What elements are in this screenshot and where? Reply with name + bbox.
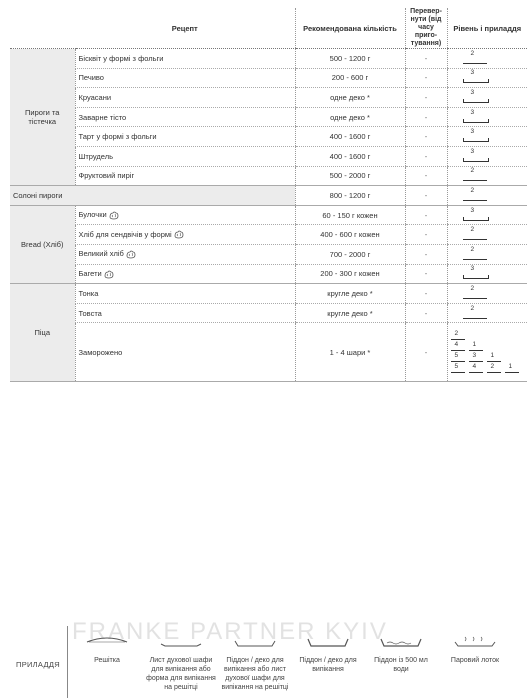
category-label: Піца	[34, 328, 51, 338]
flip-cell: -	[405, 146, 447, 166]
flip-cell: -	[405, 284, 447, 304]
rack-icon	[487, 359, 501, 362]
rack-icon	[487, 370, 501, 373]
level-cell	[447, 166, 527, 186]
quantity-cell: 400 - 1600 г	[295, 146, 405, 166]
shelf-level-number: 5	[454, 362, 459, 370]
shelf-level-indicator	[451, 265, 525, 282]
steam-tray-icon	[440, 634, 510, 650]
recipe-name: Тарт у формі з фольги	[78, 132, 157, 142]
table-row	[10, 205, 527, 225]
flip-cell: -	[405, 244, 447, 264]
shelf-level-number: 1	[490, 351, 495, 359]
shelf-level-number: 1	[508, 362, 513, 370]
recipe-name-cell	[75, 88, 295, 108]
table-row	[10, 107, 527, 127]
shelf-level-number: 2	[490, 362, 495, 370]
recipe-name-cell	[75, 284, 295, 304]
rack-icon	[463, 316, 487, 319]
quantity-cell: 400 - 600 г кожен	[295, 225, 405, 245]
accessory-item	[366, 624, 436, 674]
accessory-caption: Піддон із 500 мл води	[374, 657, 428, 673]
flip-cell: -	[405, 303, 447, 323]
table-row	[10, 186, 527, 206]
shelf-level-number: 5	[454, 351, 459, 359]
level-cell	[447, 68, 527, 88]
shelf-level-indicator	[451, 89, 525, 106]
rack-icon	[463, 275, 489, 279]
table-row	[10, 264, 527, 284]
recipe-name-cell	[75, 127, 295, 147]
shelf-level-number: 2	[470, 304, 475, 312]
recipe-name: Хліб для сендвічів у формі	[78, 229, 172, 239]
level-cell	[447, 88, 527, 108]
category-label: Bread (Хліб)	[21, 239, 64, 249]
accessory-caption: Піддон / деко для випікання або лист духової шафи для випікання на решітці	[221, 657, 289, 691]
level-cell	[447, 146, 527, 166]
rack-icon	[451, 348, 465, 351]
category-cell	[10, 284, 75, 382]
rack-icon	[463, 178, 487, 181]
flip-cell: -	[405, 127, 447, 147]
level-cell	[447, 186, 527, 206]
flip-cell: -	[405, 264, 447, 284]
shelf-level-indicator	[451, 305, 525, 322]
multi-level-indicator	[451, 331, 525, 374]
recipe-name: Круасани	[78, 92, 112, 102]
flip-cell: -	[405, 68, 447, 88]
shelf-level-indicator	[451, 128, 525, 145]
table-row	[10, 166, 527, 186]
shelf-level-indicator	[451, 246, 525, 263]
table-row	[10, 323, 527, 382]
shelf-level-number: 3	[470, 265, 475, 273]
rack-icon	[451, 370, 465, 373]
quantity-cell: 500 - 2000 г	[295, 166, 405, 186]
shelf-level-number: 3	[470, 128, 475, 136]
accessories-divider	[67, 626, 68, 698]
category-cell	[10, 186, 295, 206]
rack-icon	[469, 370, 483, 373]
accessory-item	[440, 624, 510, 665]
rack-icon	[505, 370, 519, 373]
watermark: FRANKE PARTNER KYIV	[72, 618, 388, 645]
level-cell	[447, 225, 527, 245]
shelf-level-number: 2	[470, 226, 475, 234]
accessory-item	[146, 624, 216, 692]
shelf-level-indicator	[451, 226, 525, 243]
recipe-name-cell	[75, 166, 295, 186]
recipe-name: Булочки	[78, 210, 107, 220]
rack-icon	[463, 237, 487, 240]
shelf-level-number: 3	[470, 206, 475, 214]
quantity-cell: 200 - 300 г кожен	[295, 264, 405, 284]
shelf-level-number: 3	[470, 88, 475, 96]
level-cell	[447, 284, 527, 304]
table-row	[10, 244, 527, 264]
recipe-name-cell	[75, 107, 295, 127]
category-label: Пироги та тістечка	[25, 108, 60, 127]
shelf-level-number: 3	[472, 351, 477, 359]
category-cell	[10, 49, 75, 186]
rack-icon	[463, 138, 489, 142]
recipe-name-cell	[75, 68, 295, 88]
shelf-level-number: 1	[472, 340, 477, 348]
level-cell	[447, 244, 527, 264]
shelf-level-line	[451, 353, 525, 363]
deep-tray-icon	[293, 634, 363, 650]
accessory-caption: Піддон / деко для випікання	[299, 657, 357, 673]
flip-cell: -	[405, 205, 447, 225]
recipe-name-cell	[75, 146, 295, 166]
quantity-cell: 1 - 4 шари *	[295, 323, 405, 382]
quantity-cell: 700 - 2000 г	[295, 244, 405, 264]
level-cell	[447, 107, 527, 127]
quantity-cell: кругле деко *	[295, 284, 405, 304]
quantity-cell: одне деко *	[295, 107, 405, 127]
table-row	[10, 88, 527, 108]
category-label: Солоні пироги	[13, 190, 63, 200]
dough-icon	[109, 211, 119, 220]
recipe-name: Штрудель	[78, 151, 113, 161]
rack-icon	[469, 359, 483, 362]
header-recipe: Рецепт	[75, 8, 295, 49]
accessory-caption: Паровий лоток	[450, 657, 500, 664]
accessory-item	[72, 624, 142, 665]
header-empty	[10, 8, 75, 49]
accessory-item	[220, 624, 290, 692]
rack-icon	[463, 79, 489, 83]
rack-icon	[463, 217, 489, 221]
quantity-cell: 500 - 1200 г	[295, 49, 405, 69]
accessories-legend	[0, 618, 532, 700]
recipe-table	[10, 8, 527, 382]
shelf-level-number: 2	[470, 284, 475, 292]
flip-cell: -	[405, 166, 447, 186]
rack-icon	[463, 158, 489, 162]
table-row	[10, 225, 527, 245]
recipe-name: Бісквіт у формі з фольги	[78, 53, 164, 63]
shelf-level-indicator	[451, 207, 525, 224]
quantity-cell: одне деко *	[295, 88, 405, 108]
shelf-level-line	[451, 364, 525, 374]
recipe-name-cell	[75, 49, 295, 69]
recipe-name-cell	[75, 323, 295, 382]
recipe-name-cell	[75, 225, 295, 245]
rack-icon	[463, 257, 487, 260]
recipe-name: Заварне тісто	[78, 112, 127, 122]
flip-cell: -	[405, 49, 447, 69]
table-row	[10, 284, 527, 304]
quantity-cell: кругле деко *	[295, 303, 405, 323]
baking-tray-icon	[146, 634, 216, 650]
table-row	[10, 49, 527, 69]
rack-icon	[463, 296, 487, 299]
shelf-level-number: 2	[470, 245, 475, 253]
shelf-level-indicator	[451, 50, 525, 67]
accessory-caption: Решітка	[94, 657, 120, 664]
flip-cell: -	[405, 88, 447, 108]
header-level: Рівень і приладдя	[447, 8, 527, 49]
flip-cell: -	[405, 323, 447, 382]
rack-icon	[463, 119, 489, 123]
shelf-level-indicator	[451, 109, 525, 126]
level-cell	[447, 323, 527, 382]
rack-icon	[451, 359, 465, 362]
accessories-label: ПРИЛАДДЯ	[16, 660, 60, 669]
drip-tray-icon	[220, 634, 290, 650]
recipe-name-cell	[75, 205, 295, 225]
level-cell	[447, 264, 527, 284]
category-cell	[10, 205, 75, 283]
flip-cell: -	[405, 225, 447, 245]
wire-rack-icon	[72, 634, 142, 650]
recipe-name: Печиво	[78, 73, 104, 83]
accessory-caption: Лист духової шафи для випікання або форма для випікання на решітці	[146, 657, 216, 691]
rack-icon	[463, 61, 487, 64]
flip-cell: -	[405, 107, 447, 127]
recipe-name: Фруктовий пиріг	[78, 171, 135, 181]
shelf-level-indicator	[451, 187, 525, 204]
table-row	[10, 303, 527, 323]
recipe-name-cell	[75, 303, 295, 323]
header-flip: Перевернути (від часу приготування)	[405, 8, 447, 49]
flip-cell: -	[405, 186, 447, 206]
shelf-level-indicator	[451, 148, 525, 165]
shelf-level-line	[451, 342, 525, 352]
rack-icon	[463, 198, 487, 201]
recipe-name: Багети	[78, 269, 102, 279]
recipe-name: Великий хліб	[78, 249, 124, 259]
shelf-level-indicator	[451, 285, 525, 302]
dough-icon	[174, 230, 184, 239]
water-tray-icon	[366, 634, 436, 650]
recipe-name: Заморожено	[78, 347, 123, 357]
recipe-name-cell	[75, 244, 295, 264]
shelf-level-number: 2	[470, 167, 475, 175]
shelf-level-number: 2	[454, 329, 459, 337]
accessory-item	[293, 624, 363, 674]
shelf-level-indicator	[451, 69, 525, 86]
dough-icon	[126, 250, 136, 259]
table-row	[10, 68, 527, 88]
level-cell	[447, 303, 527, 323]
level-cell	[447, 49, 527, 69]
table-row	[10, 127, 527, 147]
recipe-name: Тонка	[78, 288, 99, 298]
header-quantity: Рекомендована кількість	[295, 8, 405, 49]
level-cell	[447, 205, 527, 225]
level-cell	[447, 127, 527, 147]
quantity-cell: 200 - 600 г	[295, 68, 405, 88]
table-row	[10, 146, 527, 166]
shelf-level-number: 4	[454, 340, 459, 348]
rack-icon	[451, 337, 465, 340]
shelf-level-number: 3	[470, 147, 475, 155]
quantity-cell: 60 - 150 г кожен	[295, 205, 405, 225]
rack-icon	[463, 99, 489, 103]
quantity-cell: 800 - 1200 г	[295, 186, 405, 206]
shelf-level-number: 3	[470, 69, 475, 77]
shelf-level-line	[451, 331, 525, 341]
recipe-name: Товста	[78, 308, 102, 318]
dough-icon	[104, 270, 114, 279]
shelf-level-number: 3	[470, 108, 475, 116]
rack-icon	[469, 348, 483, 351]
quantity-cell: 400 - 1600 г	[295, 127, 405, 147]
shelf-level-number: 2	[470, 186, 475, 194]
shelf-level-number: 2	[470, 49, 475, 57]
recipe-name-cell	[75, 264, 295, 284]
shelf-level-number: 4	[472, 362, 477, 370]
shelf-level-indicator	[451, 167, 525, 184]
